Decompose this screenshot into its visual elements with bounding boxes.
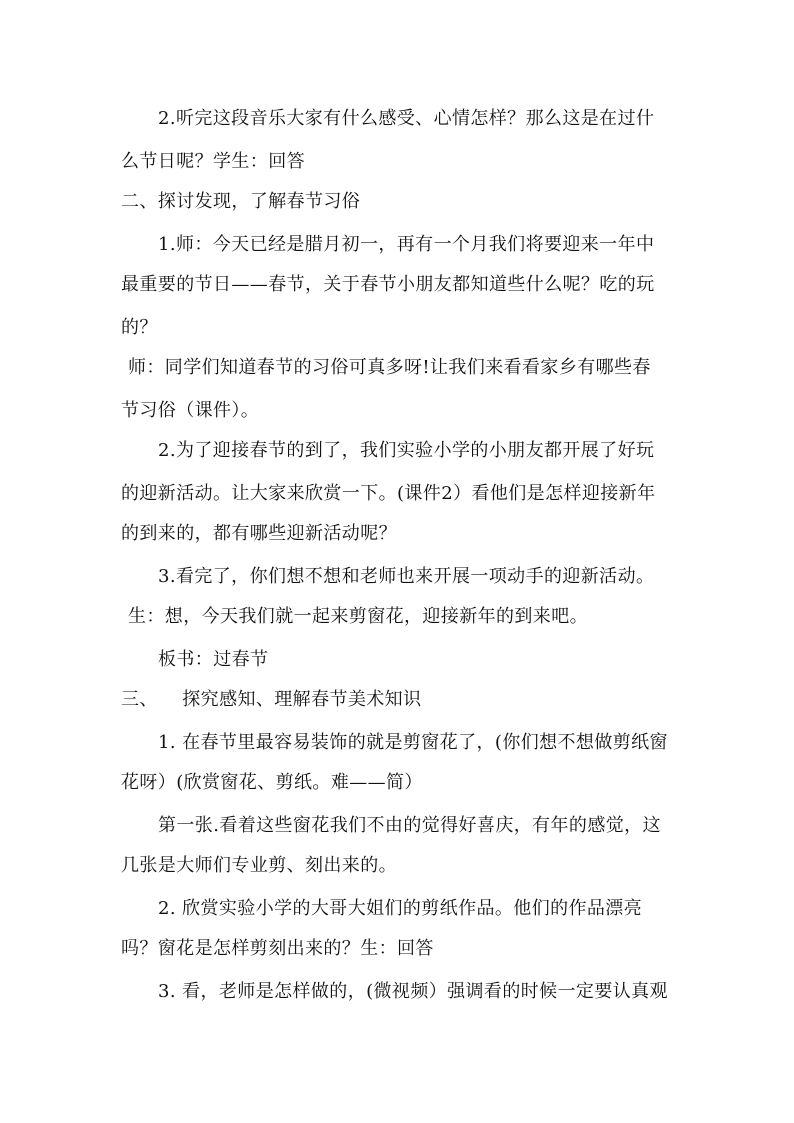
text-line: 花呀）(欣赏窗花、剪纸。难——简） [121, 772, 423, 793]
text-line: 的迎新活动。让大家来欣赏一下。(课件2）看他们是怎样迎接新年 [121, 483, 656, 504]
text-line: 第一张.看着这些窗花我们不由的觉得好喜庆，有年的感觉，这 [158, 815, 661, 836]
text-line: 2. 欣赏实验小学的大哥大姐们的剪纸作品。他们的作品漂亮 [158, 898, 643, 919]
text-line: 生：想，今天我们就一起来剪窗花，迎接新年的到来吧。 [128, 606, 588, 627]
text-line: 几张是大师们专业剪、刻出来的。 [121, 855, 397, 876]
text-line: 2.听完这段音乐大家有什么感受、心情怎样？那么这是在过什 [158, 108, 655, 129]
text-line: 的到来的，都有哪些迎新活动呢？ [121, 523, 397, 544]
text-line: 节习俗（课件）。 [121, 400, 260, 421]
section-heading: 二、探讨发现，了解春节习俗 [121, 191, 361, 212]
text-line: 么节日呢？学生：回答 [121, 151, 305, 172]
text-line: 师：同学们知道春节的习俗可真多呀!让我们来看看家乡有哪些春 [128, 357, 651, 378]
text-line: 2.为了迎接春节的到了，我们实验小学的小朋友都开展了好玩 [158, 440, 655, 461]
text-line: 最重要的节日——春节，关于春节小朋友都知道些什么呢？吃的玩 [121, 274, 655, 295]
text-line: 的？ [121, 317, 158, 338]
text-line: 板书：过春节 [158, 649, 269, 670]
text-line: 3. 看，老师是怎样做的，(微视频）强调看的时候一定要认真观 [158, 981, 668, 1002]
text-line: 1.师：今天已经是腊月初一，再有一个月我们将要迎来一年中 [158, 234, 655, 255]
section-heading: 三、 探究感知、理解春节美术知识 [121, 689, 422, 710]
text-line: 吗？窗花是怎样剪刻出来的？生：回答 [121, 938, 434, 959]
text-line: 3.看完了，你们想不想和老师也来开展一项动手的迎新活动。 [158, 566, 655, 587]
text-line: 1. 在春节里最容易装饰的就是剪窗花了，(你们想不想做剪纸窗 [158, 732, 668, 753]
